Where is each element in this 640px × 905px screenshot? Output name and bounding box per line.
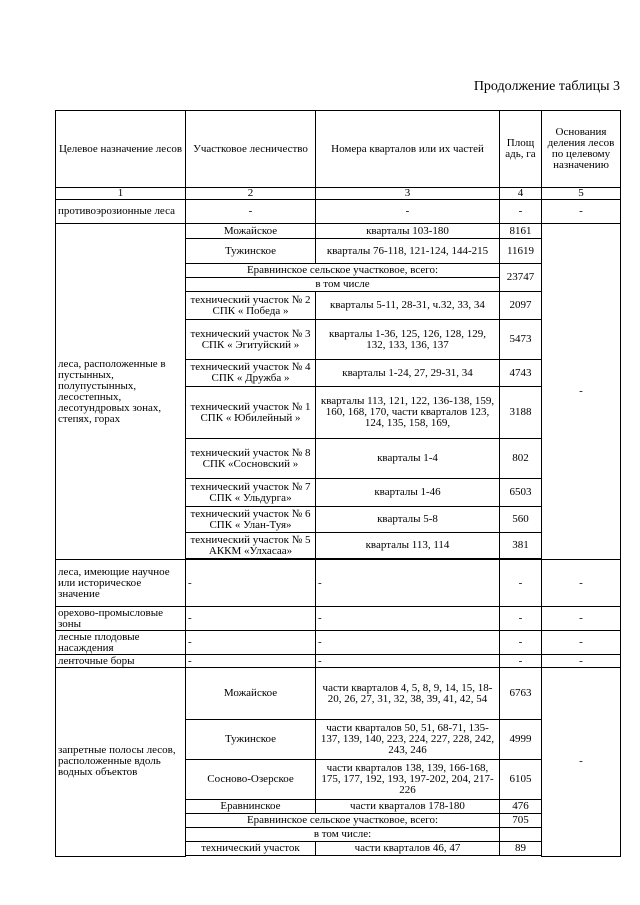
quarters-cell: кварталы 1-36, 125, 126, 128, 129, 132, 133, 136, 137 [316, 320, 500, 360]
quarters-cell: кварталы 5-8 [316, 507, 500, 533]
area-cell: 11619 [500, 239, 542, 264]
quarters-cell: - [316, 200, 500, 224]
forestry-cell: - [186, 655, 316, 668]
quarters-cell: кварталы 76-118, 121-124, 144-215 [316, 239, 500, 264]
basis-cell: - [542, 668, 621, 857]
subtotal-label: Еравнинское сельское участковое, всего: [186, 814, 500, 828]
subtotal-area: 23747 [500, 264, 542, 292]
forestry-cell: Можайское [186, 668, 316, 720]
forestry-cell: технический участок № 5 АККМ «Улхасаа» [186, 533, 316, 559]
subtotal-area: 705 [500, 814, 542, 828]
quarters-cell: кварталы 113, 114 [316, 533, 500, 559]
area-cell: 2097 [500, 292, 542, 320]
table-row [56, 224, 621, 239]
purpose-cell: орехово-промысловые зоны [56, 607, 186, 631]
table-row [56, 668, 621, 720]
area-cell: - [500, 200, 542, 224]
header-area: Площ адь, га [500, 111, 542, 188]
forestry-cell: технический участок № 8 СПК «Сосновский » [186, 439, 316, 479]
area-cell: 6105 [500, 760, 542, 800]
column-number: 5 [542, 188, 621, 200]
forestry-cell: технический участок № 1 СПК « Юбилейный » [186, 387, 316, 439]
basis-cell: - [542, 631, 621, 655]
area-cell: 560 [500, 507, 542, 533]
quarters-cell: - [316, 607, 500, 631]
column-number: 2 [186, 188, 316, 200]
quarters-cell: части кварталов 46, 47 [316, 842, 500, 856]
header-row [56, 111, 621, 188]
area-cell: 3188 [500, 387, 542, 439]
forestry-cell: - [186, 560, 316, 607]
column-number: 3 [316, 188, 500, 200]
basis-cell: - [542, 224, 621, 560]
header-basis: Основания деления лесов по целевому назначению [542, 111, 621, 188]
purpose-cell: лесные плодовые насаждения [56, 631, 186, 655]
quarters-cell: части кварталов 4, 5, 8, 9, 14, 15, 18-20, 26, 27, 31, 32, 38, 39, 41, 42, 54 [316, 668, 500, 720]
forestry-cell: Тужинское [186, 239, 316, 264]
quarters-cell: части кварталов 178-180 [316, 800, 500, 814]
purpose-cell: противоэрозионные леса [56, 200, 186, 224]
forestry-cell: технический участок № 4 СПК « Дружба » [186, 360, 316, 387]
forest-purpose-table [55, 110, 621, 857]
column-number: 4 [500, 188, 542, 200]
table-row [56, 631, 621, 655]
quarters-cell: - [316, 655, 500, 668]
forestry-cell: Можайское [186, 224, 316, 239]
forestry-cell: Еравнинское [186, 800, 316, 814]
purpose-cell: ленточные боры [56, 655, 186, 668]
forestry-cell: Сосново-Озерское [186, 760, 316, 800]
column-number: 1 [56, 188, 186, 200]
quarters-cell: кварталы 5-11, 28-31, ч.32, 33, 34 [316, 292, 500, 320]
purpose-cell: леса, расположенные в пустынных, полупустынных, лесостепных, лесотундровых зонах, степях, горах [56, 224, 186, 560]
forestry-cell: технический участок № 3 СПК « Эгитуйский » [186, 320, 316, 360]
header-purpose: Целевое назначение лесов [56, 111, 186, 188]
forestry-cell: технический участок № 2 СПК « Победа » [186, 292, 316, 320]
table-row [56, 200, 621, 224]
area-cell: 8161 [500, 224, 542, 239]
subtotal-sublabel: в том числе: [186, 828, 500, 842]
quarters-cell: - [316, 631, 500, 655]
area-cell: 4999 [500, 720, 542, 760]
forestry-cell: - [186, 607, 316, 631]
area-cell: 89 [500, 842, 542, 856]
quarters-cell: кварталы 113, 121, 122, 136-138, 159, 160, 168, 170, части кварталов 123, 124, 135, 158, 169, [316, 387, 500, 439]
area-cell [500, 828, 542, 842]
subtotal-sublabel: в том числе [186, 278, 500, 292]
table-row [56, 607, 621, 631]
area-cell: 476 [500, 800, 542, 814]
purpose-cell: запретные полосы лесов, расположенные вдоль водных объектов [56, 668, 186, 857]
area-cell: - [500, 607, 542, 631]
quarters-cell: - [316, 560, 500, 607]
forestry-cell: Тужинское [186, 720, 316, 760]
forestry-cell: технический участок № 7 СПК « Ульдурга» [186, 479, 316, 507]
quarters-cell: кварталы 103-180 [316, 224, 500, 239]
quarters-cell: кварталы 1-24, 27, 29-31, 34 [316, 360, 500, 387]
header-quarters: Номера кварталов или их частей [316, 111, 500, 188]
forestry-cell: - [186, 631, 316, 655]
area-cell: - [500, 631, 542, 655]
column-number-row [56, 188, 621, 200]
quarters-cell: кварталы 1-4 [316, 439, 500, 479]
basis-cell: - [542, 560, 621, 607]
basis-cell: - [542, 655, 621, 668]
table-row [56, 655, 621, 668]
basis-cell: - [542, 607, 621, 631]
area-cell: 802 [500, 439, 542, 479]
area-cell: 6763 [500, 668, 542, 720]
area-cell: 381 [500, 533, 542, 559]
area-cell: 4743 [500, 360, 542, 387]
area-cell: 5473 [500, 320, 542, 360]
basis-cell: - [542, 200, 621, 224]
forestry-cell: технический участок [186, 842, 316, 856]
table-row [56, 560, 621, 607]
forestry-cell: - [186, 200, 316, 224]
header-forestry: Участковое лесничество [186, 111, 316, 188]
area-cell: 6503 [500, 479, 542, 507]
area-cell: - [500, 655, 542, 668]
area-cell: - [500, 560, 542, 607]
subtotal-label: Еравнинское сельское участковое, всего: [186, 264, 500, 278]
forestry-cell: технический участок № 6 СПК « Улан-Туя» [186, 507, 316, 533]
quarters-cell: кварталы 1-46 [316, 479, 500, 507]
purpose-cell: леса, имеющие научное или историческое значение [56, 560, 186, 607]
table-caption: Продолжение таблицы 3 [473, 79, 620, 94]
quarters-cell: части кварталов 138, 139, 166-168, 175, 177, 192, 193, 197-202, 204, 217-226 [316, 760, 500, 800]
quarters-cell: части кварталов 50, 51, 68-71, 135-137, 139, 140, 223, 224, 227, 228, 242, 243, 246 [316, 720, 500, 760]
